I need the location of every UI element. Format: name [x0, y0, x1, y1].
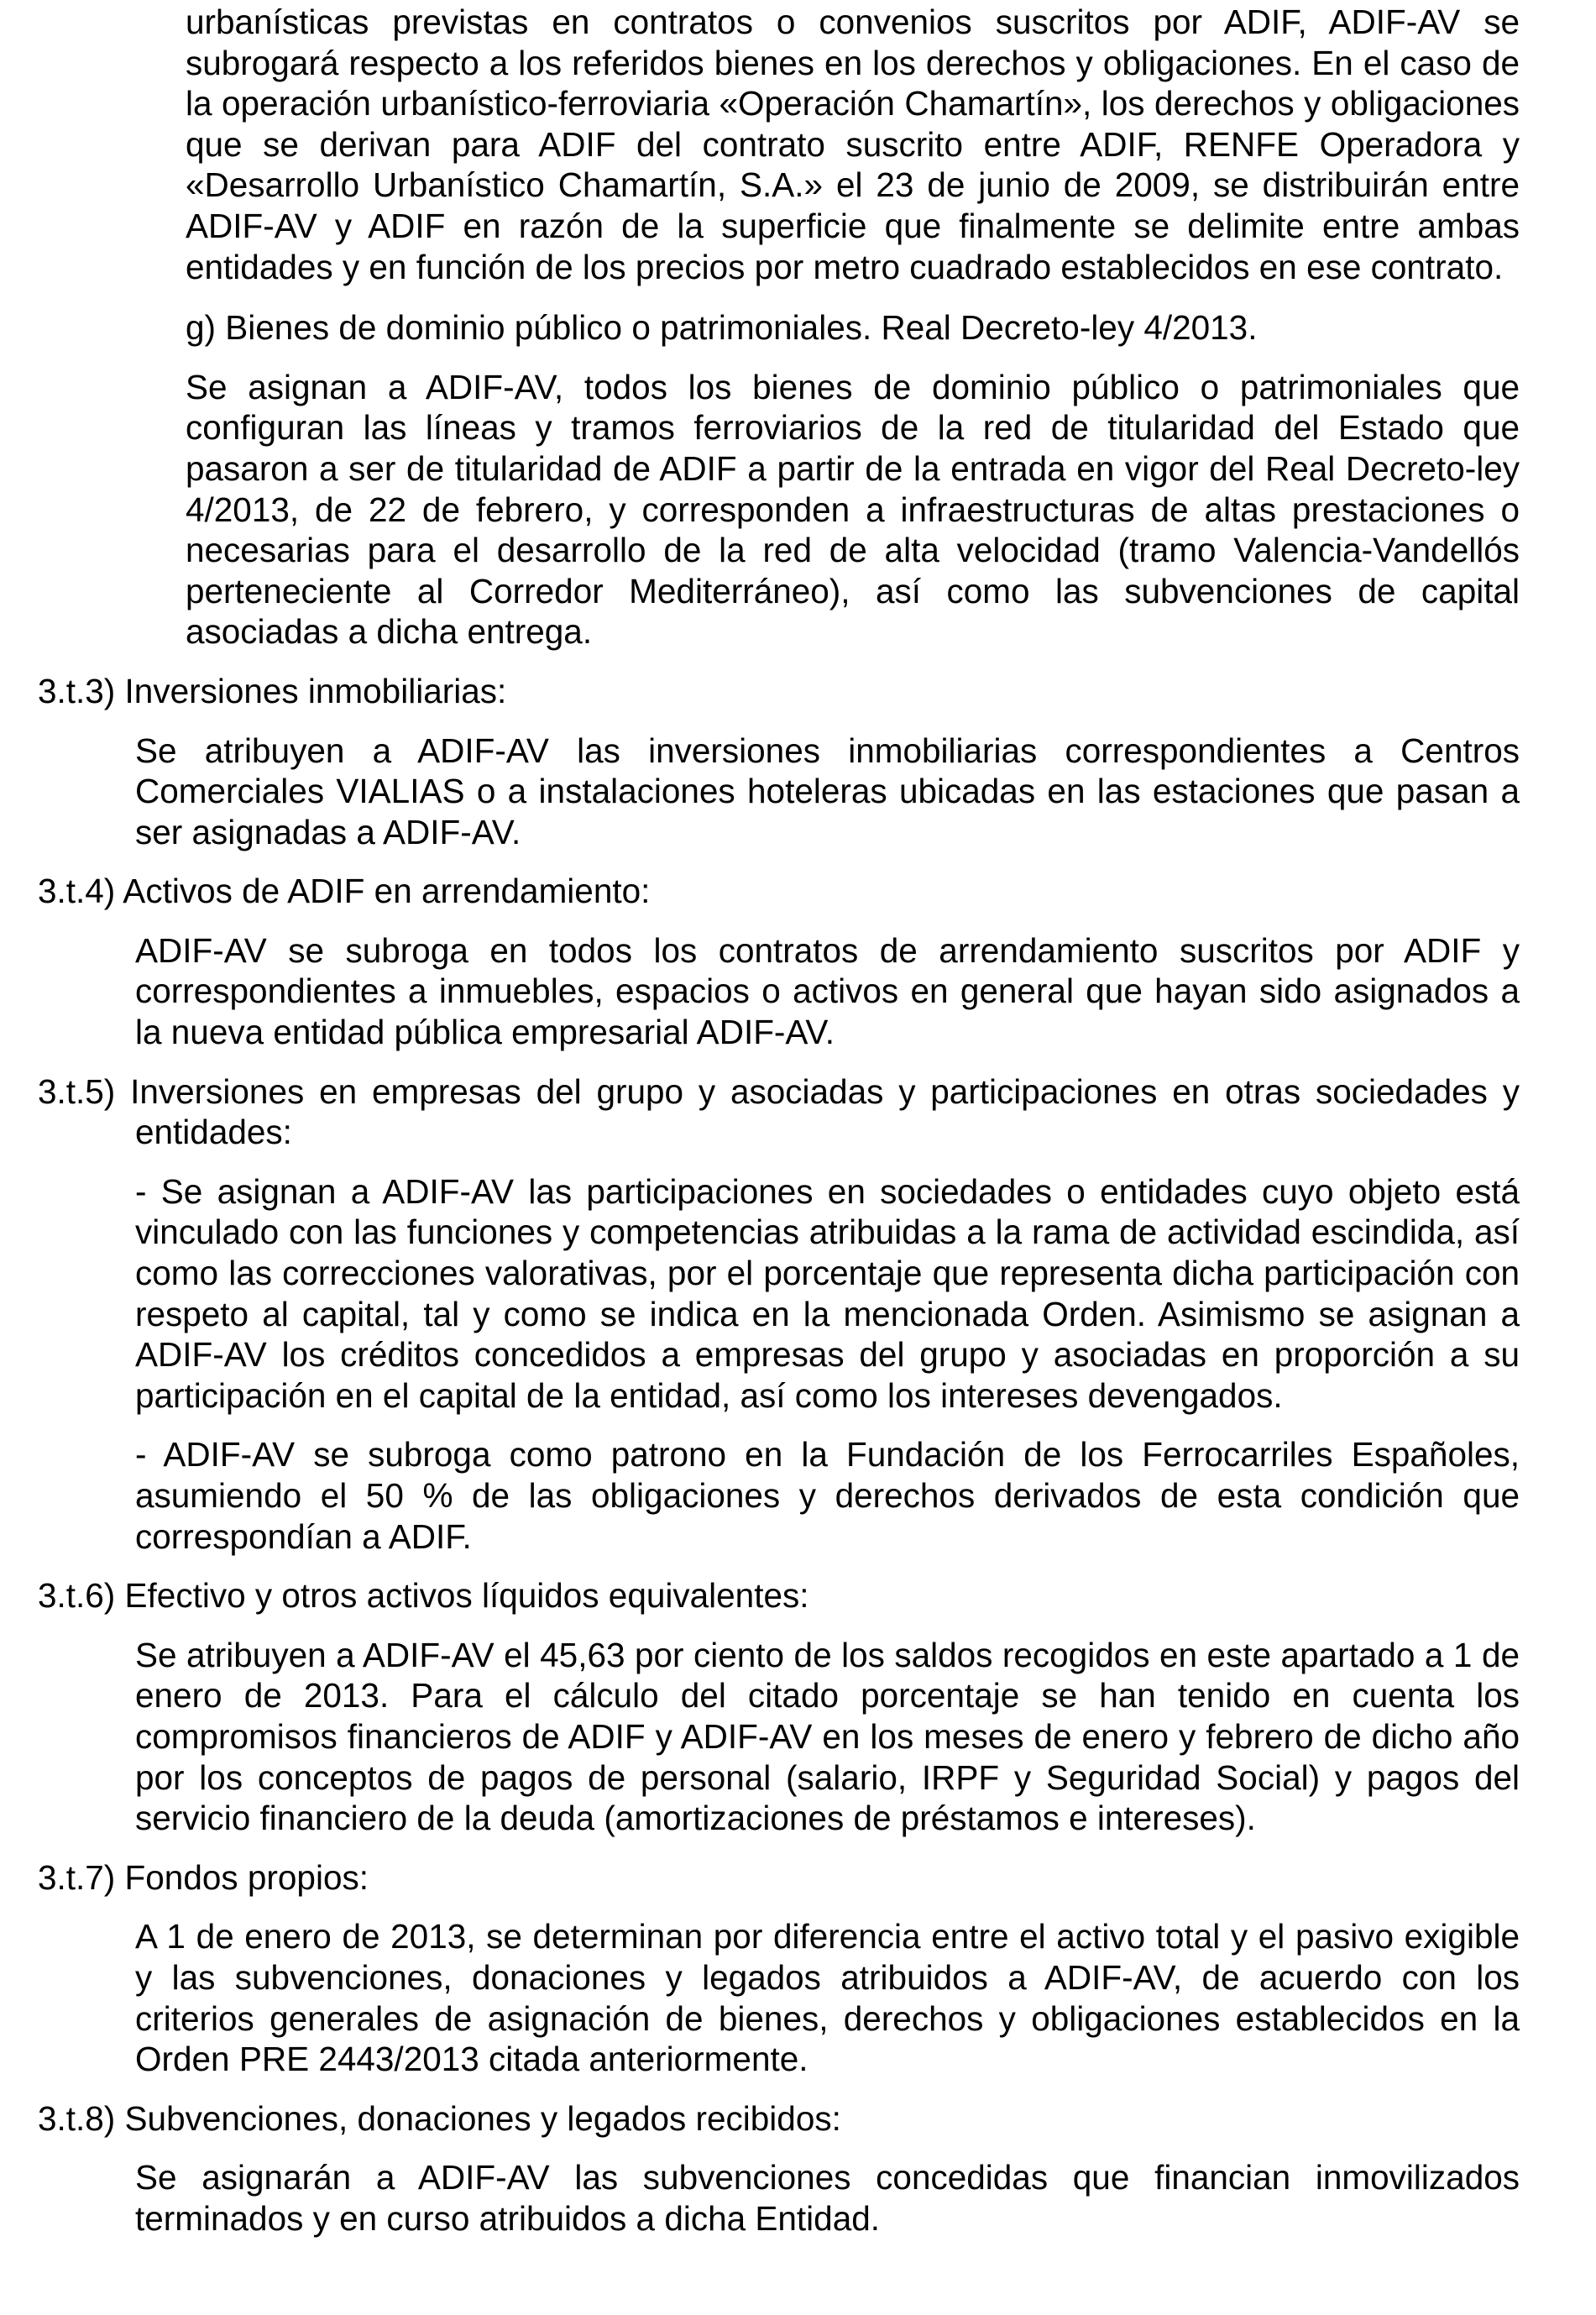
section-paragraph: Se atribuyen a ADIF-AV las inversiones inmobiliarias correspondientes a Centros Comerciales VIALIAS o a instalaciones hoteleras ubicadas en las estaciones que pasan a ser asignadas a ADIF-AV. — [135, 731, 1520, 851]
section-paragraph: Se atribuyen a ADIF-AV el 45,63 por ciento de los saldos recogidos en este apartado a 1 de enero de 2013. Para el cálculo del citado porcentaje se han tenido en cuenta los compromisos financieros de ADIF y ADIF-AV en los meses de enero y febrero de dicho año por los conceptos de pagos de personal (salario, IRPF y Seguridad Social) y pagos del servicio financiero de la deuda (amortizaciones de préstamos e intereses). — [135, 1635, 1520, 1838]
section-heading-fondos-propios: 3.t.7) Fondos propios: — [38, 1857, 369, 1897]
subsection-g-body: Se asignan a ADIF-AV, todos los bienes de dominio público o patrimoniales que configuran las líneas y tramos ferroviarios de la red de titularidad del Estado que pasaron a ser de titularidad de ADIF a partir de la entrada en vigor del Real Decreto-ley 4/2013, de 22 de febrero, y corresponden a infraestructuras de altas prestaciones o necesarias para el desarrollo de la red de alta velocidad (tramo Valencia-Vandellós perteneciente al Corredor Mediterráneo), así como las subvenciones de capital asociadas a dicha entrega. — [186, 367, 1520, 652]
section-paragraph: - Se asignan a ADIF-AV las participaciones en sociedades o entidades cuyo objeto está vinculado con las funciones y competencias atribuidas a la rama de actividad escindida, así como las correcciones valorativas, por el porcentaje que representa dicha participación con respeto al capital, tal y como se indica en la mencionada Orden. Asimismo se asignan a ADIF-AV los créditos concedidos a empresas del grupo y asociadas en proporción a su participación en el capital de la entidad, así como los intereses devengados. — [135, 1171, 1520, 1415]
section-paragraph: ADIF-AV se subroga en todos los contratos de arrendamiento suscritos por ADIF y correspondientes a inmuebles, espacios o activos en general que hayan sido asignados a la nueva entidad pública empresarial ADIF-AV. — [135, 930, 1520, 1052]
section-heading-subvenciones: 3.t.8) Subvenciones, donaciones y legados recibidos: — [38, 2098, 841, 2138]
section-heading-inversiones-inmobiliarias: 3.t.3) Inversiones inmobiliarias: — [38, 671, 507, 710]
section-paragraph: - ADIF-AV se subroga como patrono en la Fundación de los Ferrocarriles Españoles, asumiendo el 50 % de las obligaciones y derechos derivados de esta condición que correspondían a ADIF. — [135, 1435, 1520, 1556]
subsection-g-title: g) Bienes de dominio público o patrimoniales. Real Decreto-ley 4/2013. — [186, 308, 1258, 348]
section-heading-activos-arrendamiento: 3.t.4) Activos de ADIF en arrendamiento: — [38, 872, 651, 911]
intro-continuation-paragraph: urbanísticas previstas en contratos o convenios suscritos por ADIF, ADIF-AV se subrogará respecto a los referidos bienes en los derechos y obligaciones. En el caso de la operación urbanístico-ferroviaria «Operación Chamartín», los derechos y obligaciones que se derivan para ADIF del contrato suscrito entre ADIF, RENFE Operadora y «Desarrollo Urbanístico Chamartín, S.A.» el 23 de junio de 2009, se distribuirán entre ADIF-AV y ADIF en razón de la superficie que finalmente se delimite entre ambas entidades y en función de los precios por metro cuadrado establecidos en ese contrato. — [186, 3, 1520, 286]
section-paragraph: A 1 de enero de 2013, se determinan por diferencia entre el activo total y el pasivo exigible y las subvenciones, donaciones y legados atribuidos a ADIF-AV, de acuerdo con los criterios generales de asignación de bienes, derechos y obligaciones establecidos en la Orden PRE 2443/2013 citada anteriormente. — [135, 1917, 1520, 2079]
section-paragraph: Se asignarán a ADIF-AV las subvenciones concedidas que financian inmovilizados terminados y en curso atribuidos a dicha Entidad. — [135, 2158, 1520, 2238]
section-heading-efectivo: 3.t.6) Efectivo y otros activos líquidos equivalentes: — [38, 1576, 809, 1616]
section-heading-inversiones-empresas-grupo: 3.t.5) Inversiones en empresas del grupo y asociadas y participaciones en otras sociedades y entidades: — [38, 1071, 1520, 1152]
